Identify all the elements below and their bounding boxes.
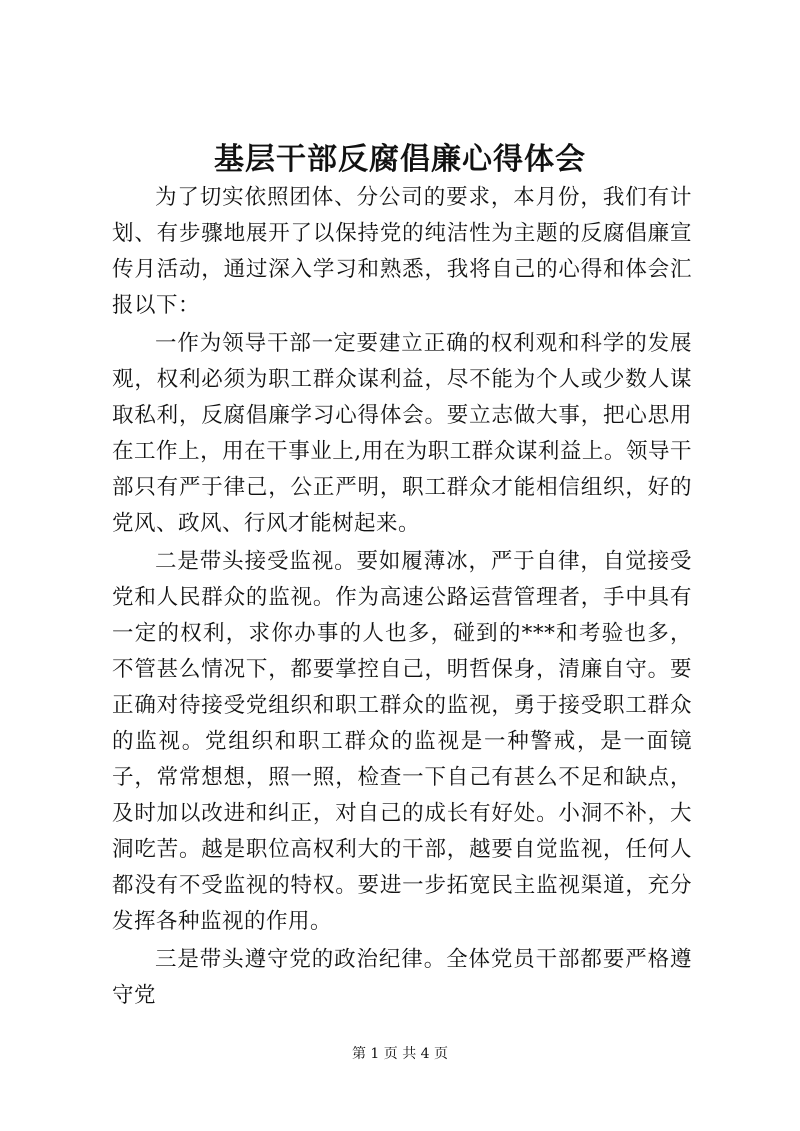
paragraph-intro: 为了切实依照团体、分公司的要求，本月份，我们有计划、有步骤地展开了以保持党的纯洁性为主题的反腐倡廉宣传月活动，通过深入学习和熟悉，我将自己的心得和体会汇报以下：: [112, 185, 692, 318]
page-footer: 第 1 页 共 4 页: [351, 1046, 449, 1062]
paragraph-point-one: 一作为领导干部一定要建立正确的权利观和科学的发展观，权利必须为职工群众谋利益，尽不能为个人或少数人谋取私利，反腐倡廉学习心得体会。要立志做大事，把心思用在工作上，用在干事业上,用在为职工群众谋利益上。领导干部只有严于律己，公正严明，职工群众才能相信组织，好的党风、政风、行风才能树起来。: [112, 331, 692, 536]
document-title: 基层干部反腐倡廉心得体会: [214, 142, 586, 177]
paragraph-point-three: 三是带头遵守党的政治纪律。全体党员干部都要严格遵守党: [112, 947, 692, 1008]
paragraph-point-two: 二是带头接受监视。要如履薄冰，严于自律，自觉接受党和人民群众的监视。作为高速公路运营管理者，手中具有一定的权利，求你办事的人也多，碰到的***和考验也多，不管甚么情况下，都要掌控自己，明哲保身，清廉自守。要正确对待接受党组织和职工群众的监视，勇于接受职工群众的监视。党组织和职工群众的监视是一种警戒，是一面镜子，常常想想，照一照，检查一下自己有甚么不足和缺点，及时加以改进和纠正，对自己的成长有好处。小洞不补，大洞吃苦。越是职位高权利大的干部，越要自觉监视，任何人都没有不受监视的特权。要进一步拓宽民主监视渠道，充分发挥各种监视的作用。: [112, 549, 692, 934]
document-body: [112, 180, 692, 1014]
